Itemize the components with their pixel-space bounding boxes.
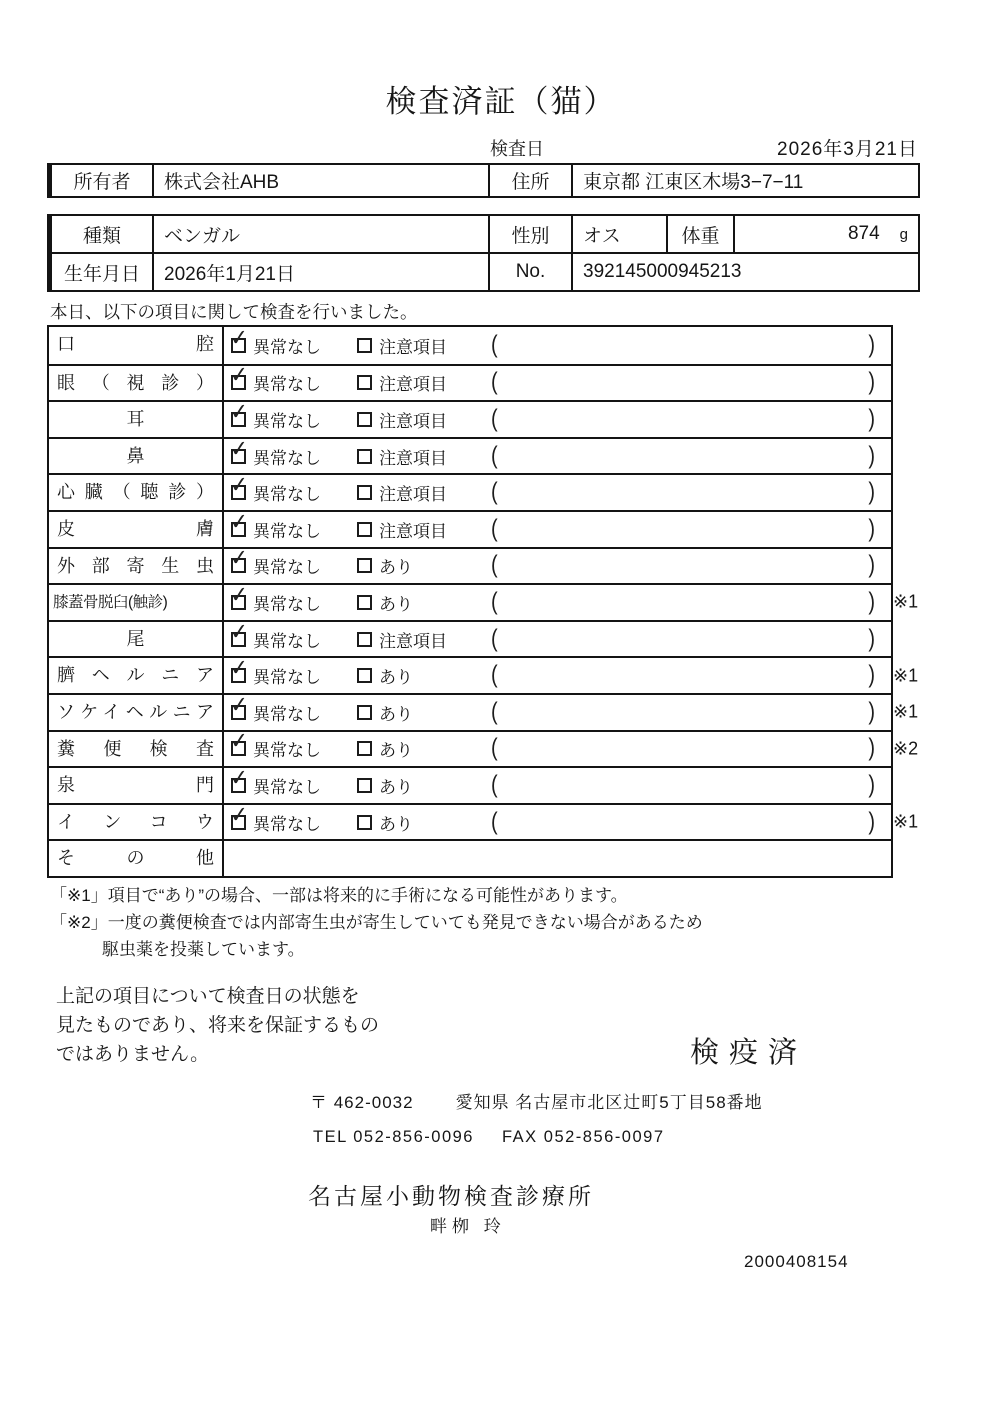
paren-close-icon: ) [868,514,875,543]
row-note: ※1 [893,811,919,832]
row-alt-option [357,480,491,505]
row-alt-option [357,590,491,615]
paren-open-icon: ( [491,441,498,470]
weight-unit: g [899,225,908,243]
check-mark-icon: ✓ [229,617,250,645]
row-ok-option [229,800,357,835]
row-alt-option [357,553,491,578]
row-label: 眼（視診） [49,366,224,401]
row-content [224,691,891,730]
check-mark-icon: ✓ [229,800,250,828]
sex-label: 性別 [488,216,571,252]
table-row [49,434,891,474]
table-row [49,766,891,803]
table-row [49,617,891,657]
footnote-2-line2: 駆虫薬を投薬しています。 [102,940,305,959]
checkbox-unchecked-icon [357,778,372,793]
checkbox-unchecked-icon [357,595,372,610]
row-alt-option [357,663,491,688]
row-ok-option [229,508,357,542]
row-ok-label: 異常なし [253,704,321,724]
row-remarks-field [491,697,891,726]
table-row [49,800,919,840]
check-mark-icon: ✓ [229,654,250,681]
row-ok-option [229,361,357,395]
checkbox-checked-icon [229,727,250,756]
check-mark-icon: ✓ [229,508,250,535]
check-mark-icon: ✓ [229,764,250,791]
check-mark-icon: ✓ [229,691,250,718]
row-remarks-field [491,551,891,579]
row-note: ※1 [893,591,919,612]
row-remarks-field [491,478,891,506]
row-alt-option [357,407,491,432]
row-alt-option [357,370,491,395]
row-alt-label: あり [379,704,413,724]
clinic-tel: TEL 052-856-0096 [313,1128,474,1146]
paren-close-icon: ) [868,441,875,470]
paren-open-icon: ( [491,478,498,506]
row-alt-label: 注意項目 [379,411,447,431]
row-content [224,841,891,876]
row-label: 口腔 [49,327,224,364]
row-alt-option [357,333,491,358]
paren-close-icon: ) [868,551,875,579]
paren-open-icon: ( [491,588,498,616]
row-label: インコウ [49,805,224,840]
weight-label: 体重 [666,216,733,252]
clinic-contact-line [313,1128,665,1147]
row-ok-label: 異常なし [253,411,321,431]
row-remarks-field [491,734,891,762]
paren-open-icon: ( [491,697,498,726]
checkbox-checked-icon [229,324,250,353]
row-alt-label: 注意項目 [379,485,447,505]
checkbox-checked-icon [229,508,250,537]
row-remarks-field [491,441,891,470]
row-alt-option [357,773,491,798]
weight-value: 874 [847,223,880,244]
breed-value: ベンガル [152,216,488,252]
row-alt-option [357,627,491,652]
row-ok-option [229,471,357,505]
checkbox-checked-icon [229,581,250,610]
row-label: 耳 [49,402,224,437]
address-label: 住所 [488,165,571,196]
birth-value: 2026年1月21日 [152,254,488,290]
row-ok-option [229,581,357,615]
row-remarks-field [491,405,891,433]
owner-table [47,163,920,198]
row-note: ※2 [893,738,919,759]
table-row [49,544,891,584]
row-ok-option [229,691,357,725]
paren-open-icon: ( [491,551,498,579]
paren-open-icon: ( [491,661,498,689]
row-content [224,654,891,693]
paren-close-icon: ) [868,405,875,433]
table-row [49,473,891,510]
table-row [49,654,919,693]
table-row [49,324,891,364]
row-remarks-field [491,624,891,653]
row-ok-label: 異常なし [253,485,321,505]
no-label: No. [488,254,571,290]
check-mark-icon: ✓ [229,398,250,425]
birth-label: 生年月日 [63,263,140,285]
row-content [224,361,891,401]
row-label: 鼻 [49,439,224,474]
checkbox-unchecked-icon [357,815,372,830]
checkbox-checked-icon [229,471,250,500]
checkbox-checked-icon [229,617,250,647]
row-ok-label: 異常なし [253,741,321,761]
address-value: 東京都 江東区木場3−7−11 [571,165,918,196]
check-mark-icon: ✓ [229,581,250,608]
checkbox-checked-icon [229,434,250,464]
table-row [49,581,919,620]
row-ok-label: 異常なし [253,814,321,834]
paren-close-icon: ) [868,661,875,689]
row-ok-option [229,617,357,652]
checkbox-unchecked-icon [357,338,372,353]
paren-close-icon: ) [868,771,875,799]
row-ok-option [229,324,357,358]
checkbox-unchecked-icon [357,668,372,683]
row-remarks-field [491,514,891,543]
page-title: 検査済証（猫） [385,84,617,119]
paren-close-icon: ) [868,697,875,726]
row-label: 尾 [49,622,224,657]
row-alt-option [357,444,491,469]
row-alt-label: あり [379,594,413,614]
row-content [224,581,891,620]
row-ok-label: 異常なし [253,668,321,688]
row-content [224,471,891,510]
owner-value: 株式会社AHB [152,165,488,196]
row-alt-option [357,736,491,761]
row-alt-label: 注意項目 [379,375,447,395]
paren-close-icon: ) [868,807,875,836]
row-label: その他 [49,841,224,876]
row-ok-option [229,398,357,432]
paren-close-icon: ) [868,734,875,762]
paren-open-icon: ( [491,405,498,433]
row-label: 外部寄生虫 [49,549,224,584]
checkbox-unchecked-icon [357,412,372,427]
row-alt-option [357,700,491,725]
breed-row [52,216,918,252]
row-ok-option [229,764,357,798]
clinic-name: 名古屋小動物検査診療所 [308,1183,594,1209]
inspection-table [47,324,919,878]
clinic-address-line [310,1088,763,1113]
row-remarks-field [491,588,891,616]
row-remarks-field [491,661,891,689]
row-content [224,324,891,364]
row-alt-option [357,517,491,542]
footnote-2 [50,909,703,963]
check-mark-icon: ✓ [229,324,250,351]
no-value: 392145000945213 [571,254,918,290]
row-content [224,544,891,584]
check-mark-icon: ✓ [229,434,250,462]
row-remarks-field [491,330,891,359]
row-content [224,617,891,657]
check-mark-icon: ✓ [229,727,250,754]
intro-sentence: 本日、以下の項目に関して検査を行いました。 [50,302,418,322]
owner-row [52,165,918,196]
footnote-2-line1: 「※2」一度の糞便検査では内部寄生虫が寄生していても発見できない場合があるため [50,913,703,932]
row-ok-option [229,434,357,469]
paren-open-icon: ( [491,368,498,397]
row-label: 糞便検査 [49,732,224,767]
table-row [49,727,919,767]
row-alt-label: あり [379,814,413,834]
pet-table [47,214,920,292]
disclaimer [56,982,379,1069]
row-ok-label: 異常なし [253,777,321,797]
row-label: 心臓（聴診） [49,475,224,510]
row-content [224,434,891,474]
table-row [49,400,891,437]
row-ok-option [229,544,357,578]
clinic-address: 愛知県 名古屋市北区辻町5丁目58番地 [455,1093,763,1112]
row-alt-label: あり [379,558,413,578]
breed-label: 種類 [82,225,121,247]
checkbox-unchecked-icon [357,741,372,756]
paren-open-icon: ( [491,514,498,543]
row-note: ※1 [893,665,919,686]
row-alt-option [357,810,491,835]
exam-date [490,134,920,161]
row-remarks-field [491,807,891,836]
paren-close-icon: ) [868,588,875,616]
table-row [49,839,891,876]
row-alt-label: あり [379,741,413,761]
checkbox-checked-icon [229,800,250,830]
row-remarks-field [491,771,891,799]
checkbox-checked-icon [229,361,250,390]
paren-open-icon: ( [491,330,498,359]
row-ok-label: 異常なし [253,521,321,541]
checkbox-unchecked-icon [357,449,372,464]
checkbox-unchecked-icon [357,522,372,537]
checkbox-unchecked-icon [357,632,372,647]
checkbox-checked-icon [229,691,250,720]
row-label: 泉門 [49,768,224,803]
row-ok-label: 異常なし [253,448,321,468]
row-alt-label: 注意項目 [379,521,447,541]
table-row [49,691,919,730]
table-row [49,510,891,547]
checkbox-unchecked-icon [357,705,372,720]
row-content [224,508,891,547]
row-remarks-field [491,368,891,397]
row-ok-label: 異常なし [253,631,321,651]
exam-date-value: 2026年3月21日 [777,139,918,160]
row-content [224,800,891,840]
row-alt-label: あり [379,777,413,797]
paren-close-icon: ) [868,624,875,653]
paren-open-icon: ( [491,624,498,653]
row-label: ソケイヘルニア [49,695,224,730]
checkbox-checked-icon [229,764,250,793]
paren-open-icon: ( [491,807,498,836]
owner-label: 所有者 [73,172,131,193]
row-ok-label: 異常なし [253,375,321,395]
row-label: 膝蓋骨脱臼(触診) [49,585,224,620]
row-ok-option [229,727,357,761]
birth-row [52,252,918,290]
row-ok-label: 異常なし [253,337,321,357]
row-content [224,398,891,437]
row-note: ※1 [893,701,919,722]
checkbox-unchecked-icon [357,485,372,500]
checkbox-checked-icon [229,398,250,427]
paren-close-icon: ) [868,330,875,359]
checkbox-unchecked-icon [357,558,372,573]
row-ok-label: 異常なし [253,594,321,614]
checkbox-checked-icon [229,544,250,573]
serial-number: 2000408154 [744,1252,849,1271]
row-alt-label: 注意項目 [379,448,447,468]
checkbox-unchecked-icon [357,375,372,390]
row-label: 皮膚 [49,512,224,547]
check-mark-icon: ✓ [229,544,250,571]
paren-close-icon: ) [868,478,875,506]
row-ok-label: 異常なし [253,558,321,578]
postal-code: 〒 462-0032 [310,1093,414,1112]
clinic-fax: FAX 052-856-0097 [502,1128,665,1146]
paren-open-icon: ( [491,771,498,799]
row-alt-label: 注意項目 [379,631,447,651]
row-content [224,764,891,803]
disclaimer-line3: ではありません。 [56,1044,210,1065]
check-mark-icon: ✓ [229,471,250,498]
row-alt-label: あり [379,668,413,688]
disclaimer-line1: 上記の項目について検査日の状態を [56,986,360,1007]
row-content [224,727,891,767]
weight-cell [733,216,918,252]
row-label: 臍ヘルニア [49,658,224,693]
table-row [49,361,891,401]
paren-close-icon: ) [868,368,875,397]
checkbox-checked-icon [229,654,250,683]
check-mark-icon: ✓ [229,361,250,389]
disclaimer-line2: 見たものであり、将来を保証するもの [56,1015,380,1036]
exam-date-label: 検査日 [490,139,544,159]
row-alt-label: 注意項目 [379,337,447,357]
sex-value: オス [571,216,666,252]
paren-open-icon: ( [491,734,498,762]
footnote-1: 「※1」項目で“あり”の場合、一部は将来的に手術になる可能性があります。 [50,886,628,905]
veterinarian-name: 畔栁 玲 [430,1217,506,1236]
row-ok-option [229,654,357,688]
quarantine-stamp: 検疫済 [690,1037,808,1069]
